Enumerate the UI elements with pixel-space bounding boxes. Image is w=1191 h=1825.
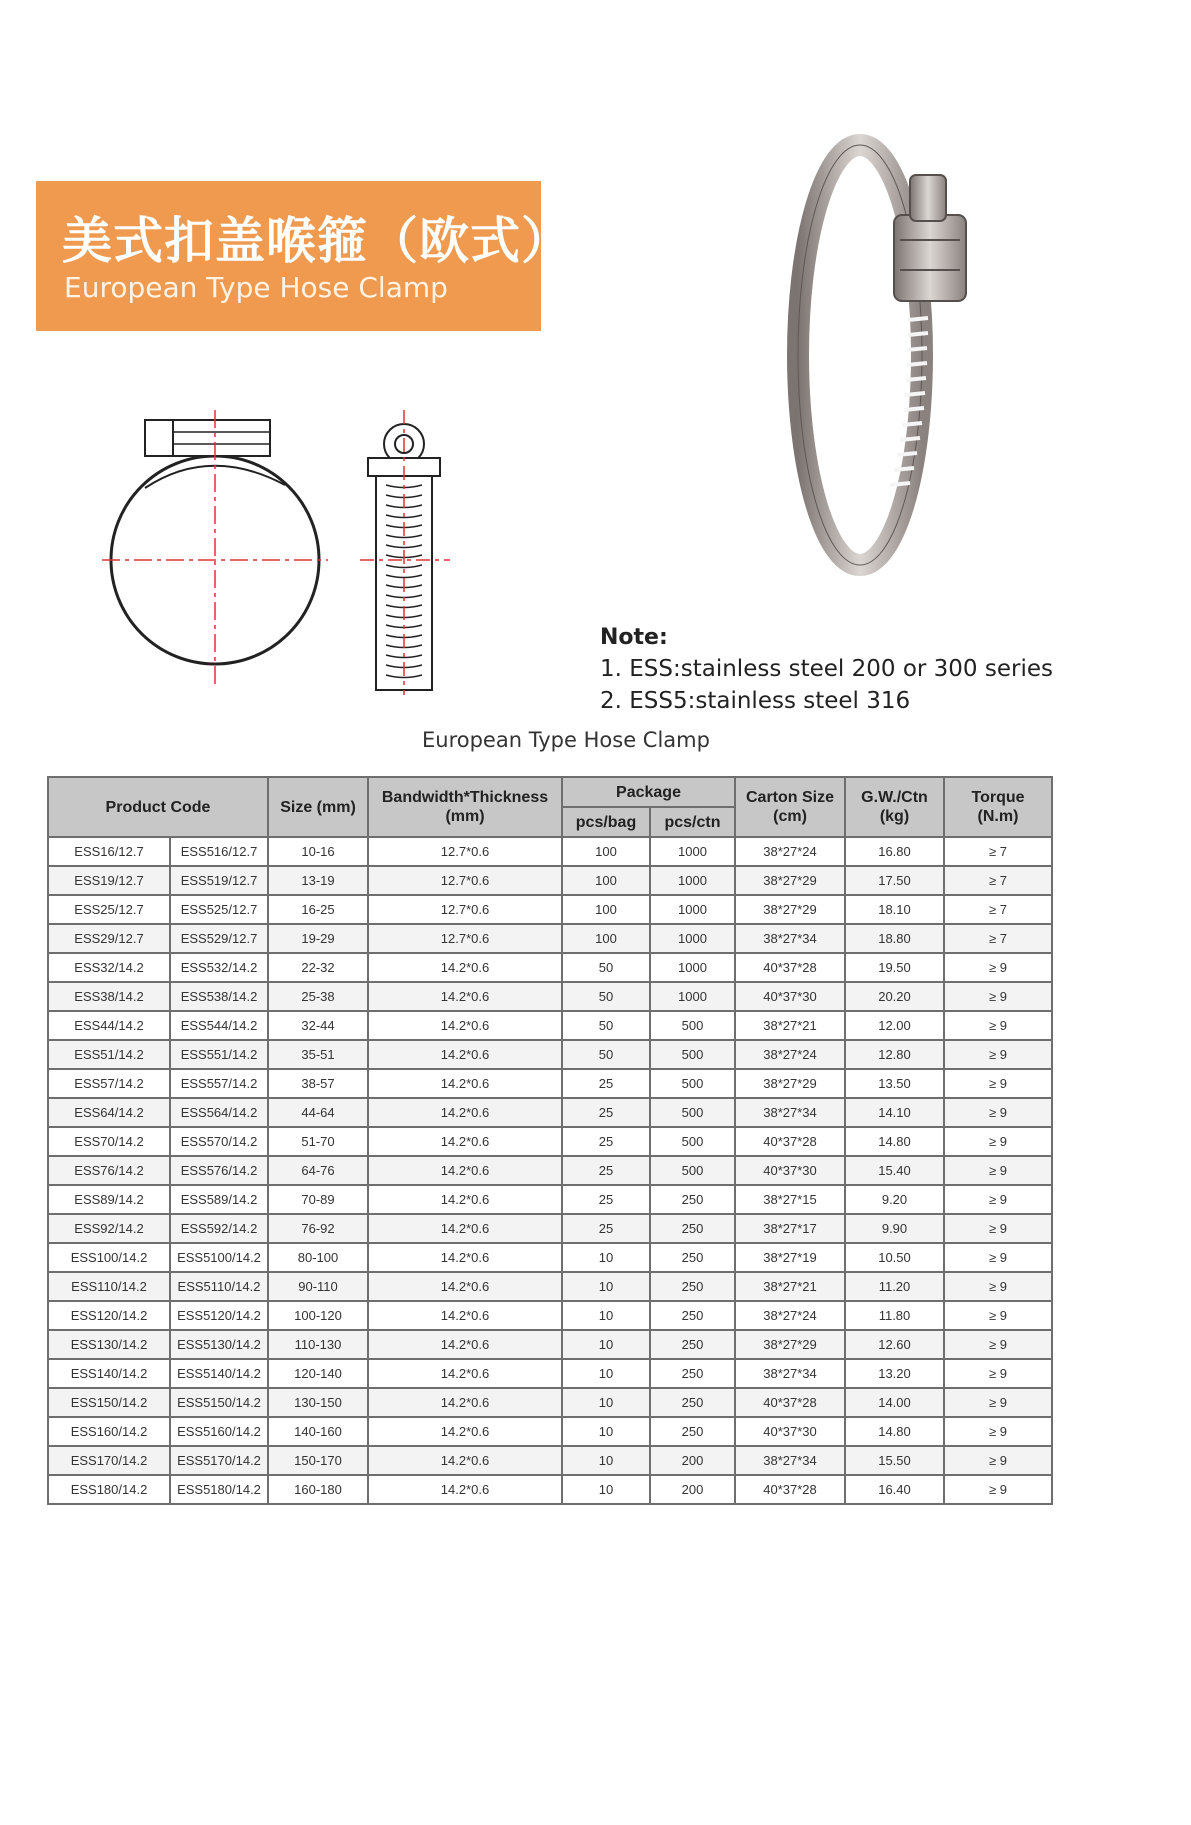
cell-torque: ≥ 9: [944, 982, 1052, 1011]
cell-product-code-ess5: ESS570/14.2: [170, 1127, 268, 1156]
cell-bandwidth-thickness: 14.2*0.6: [368, 982, 562, 1011]
cell-carton-size: 38*27*24: [735, 1301, 845, 1330]
cell-bandwidth-thickness: 14.2*0.6: [368, 1156, 562, 1185]
cell-gross-weight: 12.60: [845, 1330, 944, 1359]
cell-product-code-ess5: ESS5100/14.2: [170, 1243, 268, 1272]
cell-gross-weight: 16.80: [845, 837, 944, 866]
table-row: [48, 1475, 1052, 1504]
cell-bandwidth-thickness: 14.2*0.6: [368, 1011, 562, 1040]
cell-product-code-ess: ESS29/12.7: [48, 924, 170, 953]
cell-carton-size: 40*37*30: [735, 1417, 845, 1446]
cell-pcs-per-carton: 1000: [650, 953, 735, 982]
header-product-code: Product Code: [48, 777, 268, 837]
cell-gross-weight: 12.00: [845, 1011, 944, 1040]
cell-bandwidth-thickness: 12.7*0.6: [368, 895, 562, 924]
cell-gross-weight: 15.50: [845, 1446, 944, 1475]
cell-bandwidth-thickness: 14.2*0.6: [368, 1214, 562, 1243]
cell-carton-size: 38*27*34: [735, 1446, 845, 1475]
cell-torque: ≥ 9: [944, 1359, 1052, 1388]
cell-bandwidth-thickness: 14.2*0.6: [368, 1301, 562, 1330]
cell-pcs-per-bag: 25: [562, 1098, 650, 1127]
cell-pcs-per-carton: 1000: [650, 982, 735, 1011]
cell-product-code-ess5: ESS5140/14.2: [170, 1359, 268, 1388]
table-row: [48, 1330, 1052, 1359]
cell-product-code-ess: ESS38/14.2: [48, 982, 170, 1011]
cell-gross-weight: 14.00: [845, 1388, 944, 1417]
cell-gross-weight: 14.80: [845, 1417, 944, 1446]
cell-product-code-ess: ESS120/14.2: [48, 1301, 170, 1330]
cell-size: 100-120: [268, 1301, 368, 1330]
cell-bandwidth-thickness: 14.2*0.6: [368, 1040, 562, 1069]
cell-carton-size: 38*27*21: [735, 1272, 845, 1301]
spec-table: [47, 776, 1053, 1505]
cell-carton-size: 40*37*28: [735, 1388, 845, 1417]
cell-bandwidth-thickness: 14.2*0.6: [368, 1127, 562, 1156]
cell-product-code-ess5: ESS519/12.7: [170, 866, 268, 895]
cell-product-code-ess5: ESS589/14.2: [170, 1185, 268, 1214]
cell-gross-weight: 10.50: [845, 1243, 944, 1272]
table-row: [48, 1185, 1052, 1214]
cell-pcs-per-carton: 250: [650, 1185, 735, 1214]
cell-carton-size: 40*37*28: [735, 1127, 845, 1156]
header-carton-line2: (cm): [773, 808, 807, 825]
cell-size: 76-92: [268, 1214, 368, 1243]
cell-torque: ≥ 7: [944, 866, 1052, 895]
cell-pcs-per-bag: 10: [562, 1446, 650, 1475]
cell-bandwidth-thickness: 12.7*0.6: [368, 924, 562, 953]
cell-size: 16-25: [268, 895, 368, 924]
table-row: [48, 1301, 1052, 1330]
cell-gross-weight: 17.50: [845, 866, 944, 895]
cell-torque: ≥ 7: [944, 837, 1052, 866]
cell-gross-weight: 14.10: [845, 1098, 944, 1127]
cell-carton-size: 38*27*21: [735, 1011, 845, 1040]
cell-product-code-ess5: ESS551/14.2: [170, 1040, 268, 1069]
cell-torque: ≥ 9: [944, 1301, 1052, 1330]
hose-clamp-photo-icon: [770, 120, 1020, 590]
cell-product-code-ess: ESS140/14.2: [48, 1359, 170, 1388]
cell-product-code-ess: ESS160/14.2: [48, 1417, 170, 1446]
cell-torque: ≥ 9: [944, 1475, 1052, 1504]
cell-pcs-per-carton: 1000: [650, 866, 735, 895]
table-row: [48, 866, 1052, 895]
cell-size: 32-44: [268, 1011, 368, 1040]
cell-product-code-ess: ESS57/14.2: [48, 1069, 170, 1098]
cell-pcs-per-carton: 500: [650, 1098, 735, 1127]
cell-bandwidth-thickness: 14.2*0.6: [368, 1243, 562, 1272]
cell-product-code-ess: ESS170/14.2: [48, 1446, 170, 1475]
table-row: [48, 1069, 1052, 1098]
cell-pcs-per-bag: 10: [562, 1417, 650, 1446]
cell-pcs-per-bag: 100: [562, 924, 650, 953]
cell-carton-size: 38*27*29: [735, 1069, 845, 1098]
cell-carton-size: 38*27*34: [735, 1098, 845, 1127]
header-gw-line2: (kg): [879, 808, 910, 825]
cell-size: 70-89: [268, 1185, 368, 1214]
cell-pcs-per-carton: 250: [650, 1330, 735, 1359]
cell-pcs-per-bag: 50: [562, 982, 650, 1011]
cell-torque: ≥ 9: [944, 1040, 1052, 1069]
cell-product-code-ess: ESS44/14.2: [48, 1011, 170, 1040]
cell-pcs-per-bag: 25: [562, 1127, 650, 1156]
cell-pcs-per-carton: 250: [650, 1417, 735, 1446]
table-row: [48, 1388, 1052, 1417]
cell-size: 10-16: [268, 837, 368, 866]
cell-pcs-per-bag: 100: [562, 837, 650, 866]
cell-torque: ≥ 7: [944, 895, 1052, 924]
cell-product-code-ess5: ESS592/14.2: [170, 1214, 268, 1243]
cell-product-code-ess5: ESS557/14.2: [170, 1069, 268, 1098]
cell-pcs-per-bag: 10: [562, 1301, 650, 1330]
cell-bandwidth-thickness: 14.2*0.6: [368, 1446, 562, 1475]
cell-carton-size: 38*27*29: [735, 895, 845, 924]
cell-size: 130-150: [268, 1388, 368, 1417]
cell-size: 35-51: [268, 1040, 368, 1069]
cell-carton-size: 38*27*15: [735, 1185, 845, 1214]
cell-carton-size: 38*27*29: [735, 1330, 845, 1359]
title-banner: [36, 181, 572, 331]
table-row: [48, 1446, 1052, 1475]
cell-product-code-ess5: ESS538/14.2: [170, 982, 268, 1011]
cell-pcs-per-carton: 1000: [650, 895, 735, 924]
cell-pcs-per-bag: 10: [562, 1475, 650, 1504]
cell-product-code-ess5: ESS532/14.2: [170, 953, 268, 982]
cell-pcs-per-bag: 50: [562, 1011, 650, 1040]
header-torque-line1: Torque: [971, 789, 1025, 806]
cell-size: 80-100: [268, 1243, 368, 1272]
cell-product-code-ess: ESS32/14.2: [48, 953, 170, 982]
header-pcs-ctn: pcs/ctn: [650, 807, 735, 837]
note-line: 1. ESS:stainless steel 200 or 300 series: [600, 656, 1053, 682]
header-carton-size: [735, 777, 845, 837]
cell-product-code-ess: ESS19/12.7: [48, 866, 170, 895]
cell-gross-weight: 12.80: [845, 1040, 944, 1069]
cell-pcs-per-carton: 500: [650, 1040, 735, 1069]
cell-pcs-per-bag: 25: [562, 1156, 650, 1185]
cell-bandwidth-thickness: 14.2*0.6: [368, 1330, 562, 1359]
cell-pcs-per-carton: 250: [650, 1243, 735, 1272]
cell-product-code-ess: ESS64/14.2: [48, 1098, 170, 1127]
cell-gross-weight: 11.20: [845, 1272, 944, 1301]
cell-torque: ≥ 9: [944, 1272, 1052, 1301]
table-row: [48, 1040, 1052, 1069]
table-caption: European Type Hose Clamp: [422, 728, 710, 752]
cell-product-code-ess5: ESS5130/14.2: [170, 1330, 268, 1359]
table-row: [48, 1127, 1052, 1156]
cell-product-code-ess: ESS130/14.2: [48, 1330, 170, 1359]
cell-product-code-ess5: ESS5120/14.2: [170, 1301, 268, 1330]
cell-gross-weight: 9.90: [845, 1214, 944, 1243]
cell-carton-size: 40*37*30: [735, 982, 845, 1011]
cell-gross-weight: 18.10: [845, 895, 944, 924]
cell-torque: ≥ 9: [944, 1417, 1052, 1446]
cell-product-code-ess5: ESS516/12.7: [170, 837, 268, 866]
cell-carton-size: 38*27*19: [735, 1243, 845, 1272]
title-chinese: 美式扣盖喉箍（欧式）: [62, 212, 572, 270]
cell-torque: ≥ 9: [944, 953, 1052, 982]
note-title: Note:: [600, 625, 668, 650]
cell-size: 120-140: [268, 1359, 368, 1388]
cell-pcs-per-bag: 10: [562, 1272, 650, 1301]
cell-gross-weight: 19.50: [845, 953, 944, 982]
cell-size: 64-76: [268, 1156, 368, 1185]
cell-product-code-ess: ESS110/14.2: [48, 1272, 170, 1301]
cell-pcs-per-bag: 10: [562, 1243, 650, 1272]
cell-product-code-ess: ESS76/14.2: [48, 1156, 170, 1185]
cell-gross-weight: 13.20: [845, 1359, 944, 1388]
cell-product-code-ess: ESS100/14.2: [48, 1243, 170, 1272]
cell-torque: ≥ 9: [944, 1011, 1052, 1040]
cell-pcs-per-carton: 500: [650, 1011, 735, 1040]
cell-pcs-per-bag: 25: [562, 1069, 650, 1098]
cell-product-code-ess5: ESS525/12.7: [170, 895, 268, 924]
cell-carton-size: 38*27*17: [735, 1214, 845, 1243]
cell-pcs-per-bag: 50: [562, 1040, 650, 1069]
cell-product-code-ess: ESS180/14.2: [48, 1475, 170, 1504]
table-row: [48, 924, 1052, 953]
cell-product-code-ess: ESS70/14.2: [48, 1127, 170, 1156]
cell-size: 25-38: [268, 982, 368, 1011]
cell-product-code-ess5: ESS5170/14.2: [170, 1446, 268, 1475]
cell-product-code-ess5: ESS5180/14.2: [170, 1475, 268, 1504]
cell-gross-weight: 15.40: [845, 1156, 944, 1185]
table-row: [48, 1156, 1052, 1185]
cell-carton-size: 38*27*24: [735, 1040, 845, 1069]
cell-bandwidth-thickness: 14.2*0.6: [368, 1388, 562, 1417]
cell-gross-weight: 13.50: [845, 1069, 944, 1098]
cell-pcs-per-bag: 25: [562, 1214, 650, 1243]
cell-pcs-per-bag: 10: [562, 1359, 650, 1388]
cell-bandwidth-thickness: 14.2*0.6: [368, 1272, 562, 1301]
cell-pcs-per-bag: 25: [562, 1185, 650, 1214]
cell-pcs-per-bag: 50: [562, 953, 650, 982]
cell-product-code-ess: ESS92/14.2: [48, 1214, 170, 1243]
cell-gross-weight: 11.80: [845, 1301, 944, 1330]
table-row: [48, 1272, 1052, 1301]
cell-gross-weight: 9.20: [845, 1185, 944, 1214]
cell-torque: ≥ 9: [944, 1214, 1052, 1243]
cell-size: 13-19: [268, 866, 368, 895]
cell-carton-size: 38*27*34: [735, 1359, 845, 1388]
title-english: European Type Hose Clamp: [64, 271, 448, 304]
cell-torque: ≥ 9: [944, 1446, 1052, 1475]
cell-torque: ≥ 7: [944, 924, 1052, 953]
cell-pcs-per-carton: 1000: [650, 837, 735, 866]
cell-pcs-per-carton: 200: [650, 1475, 735, 1504]
cell-size: 160-180: [268, 1475, 368, 1504]
table-row: [48, 982, 1052, 1011]
cell-pcs-per-carton: 250: [650, 1359, 735, 1388]
cell-bandwidth-thickness: 14.2*0.6: [368, 1417, 562, 1446]
cell-product-code-ess5: ESS5150/14.2: [170, 1388, 268, 1417]
cell-bandwidth-thickness: 12.7*0.6: [368, 866, 562, 895]
cell-carton-size: 38*27*29: [735, 866, 845, 895]
cell-carton-size: 40*37*28: [735, 953, 845, 982]
cell-product-code-ess5: ESS544/14.2: [170, 1011, 268, 1040]
cell-gross-weight: 20.20: [845, 982, 944, 1011]
cell-product-code-ess5: ESS529/12.7: [170, 924, 268, 953]
table-row: [48, 1214, 1052, 1243]
cell-gross-weight: 14.80: [845, 1127, 944, 1156]
hose-clamp-technical-drawing-icon: [90, 400, 470, 700]
cell-pcs-per-carton: 250: [650, 1388, 735, 1417]
cell-size: 150-170: [268, 1446, 368, 1475]
table-row: [48, 1011, 1052, 1040]
cell-torque: ≥ 9: [944, 1069, 1052, 1098]
header-torque: [944, 777, 1052, 837]
cell-carton-size: 40*37*28: [735, 1475, 845, 1504]
cell-bandwidth-thickness: 14.2*0.6: [368, 953, 562, 982]
cell-product-code-ess: ESS25/12.7: [48, 895, 170, 924]
cell-bandwidth-thickness: 14.2*0.6: [368, 1185, 562, 1214]
cell-product-code-ess: ESS150/14.2: [48, 1388, 170, 1417]
cell-pcs-per-carton: 500: [650, 1156, 735, 1185]
cell-product-code-ess: ESS16/12.7: [48, 837, 170, 866]
cell-torque: ≥ 9: [944, 1388, 1052, 1417]
cell-pcs-per-bag: 10: [562, 1330, 650, 1359]
table-row: [48, 1417, 1052, 1446]
table-row: [48, 1098, 1052, 1127]
cell-product-code-ess5: ESS5110/14.2: [170, 1272, 268, 1301]
table-row: [48, 895, 1052, 924]
cell-torque: ≥ 9: [944, 1156, 1052, 1185]
table-row: [48, 1359, 1052, 1388]
header-gw-line1: G.W./Ctn: [861, 789, 928, 806]
cell-pcs-per-carton: 250: [650, 1214, 735, 1243]
cell-product-code-ess5: ESS5160/14.2: [170, 1417, 268, 1446]
cell-pcs-per-carton: 200: [650, 1446, 735, 1475]
cell-product-code-ess5: ESS576/14.2: [170, 1156, 268, 1185]
cell-torque: ≥ 9: [944, 1243, 1052, 1272]
cell-size: 44-64: [268, 1098, 368, 1127]
cell-bandwidth-thickness: 14.2*0.6: [368, 1069, 562, 1098]
cell-bandwidth-thickness: 14.2*0.6: [368, 1475, 562, 1504]
cell-product-code-ess5: ESS564/14.2: [170, 1098, 268, 1127]
cell-product-code-ess: ESS51/14.2: [48, 1040, 170, 1069]
cell-torque: ≥ 9: [944, 1127, 1052, 1156]
cell-size: 90-110: [268, 1272, 368, 1301]
cell-carton-size: 38*27*34: [735, 924, 845, 953]
cell-pcs-per-bag: 100: [562, 895, 650, 924]
note-line: 2. ESS5:stainless steel 316: [600, 688, 911, 714]
header-bandwidth-line2: (mm): [445, 808, 485, 825]
cell-pcs-per-carton: 500: [650, 1127, 735, 1156]
table-row: [48, 1243, 1052, 1272]
header-gross-weight: [845, 777, 944, 837]
cell-carton-size: 38*27*24: [735, 837, 845, 866]
cell-pcs-per-carton: 250: [650, 1272, 735, 1301]
cell-pcs-per-carton: 1000: [650, 924, 735, 953]
table-row: [48, 953, 1052, 982]
cell-bandwidth-thickness: 14.2*0.6: [368, 1098, 562, 1127]
cell-gross-weight: 18.80: [845, 924, 944, 953]
cell-pcs-per-bag: 100: [562, 866, 650, 895]
table-row: [48, 837, 1052, 866]
cell-pcs-per-carton: 250: [650, 1301, 735, 1330]
cell-size: 19-29: [268, 924, 368, 953]
cell-size: 140-160: [268, 1417, 368, 1446]
cell-torque: ≥ 9: [944, 1330, 1052, 1359]
cell-torque: ≥ 9: [944, 1098, 1052, 1127]
cell-bandwidth-thickness: 12.7*0.6: [368, 837, 562, 866]
header-torque-line2: (N.m): [977, 808, 1019, 825]
cell-gross-weight: 16.40: [845, 1475, 944, 1504]
cell-size: 22-32: [268, 953, 368, 982]
header-bandwidth-line1: Bandwidth*Thickness: [381, 789, 549, 806]
header-carton-line1: Carton Size: [745, 789, 834, 806]
cell-torque: ≥ 9: [944, 1185, 1052, 1214]
spec-table-body: [48, 837, 1052, 1504]
cell-pcs-per-carton: 500: [650, 1069, 735, 1098]
cell-size: 38-57: [268, 1069, 368, 1098]
cell-size: 51-70: [268, 1127, 368, 1156]
header-pcs-bag: pcs/bag: [562, 807, 650, 837]
note-block: [600, 625, 1053, 720]
cell-size: 110-130: [268, 1330, 368, 1359]
header-bandwidth: [368, 777, 562, 837]
header-size: Size (mm): [268, 777, 368, 837]
cell-carton-size: 40*37*30: [735, 1156, 845, 1185]
cell-pcs-per-bag: 10: [562, 1388, 650, 1417]
cell-bandwidth-thickness: 14.2*0.6: [368, 1359, 562, 1388]
header-package: Package: [562, 777, 735, 807]
cell-product-code-ess: ESS89/14.2: [48, 1185, 170, 1214]
